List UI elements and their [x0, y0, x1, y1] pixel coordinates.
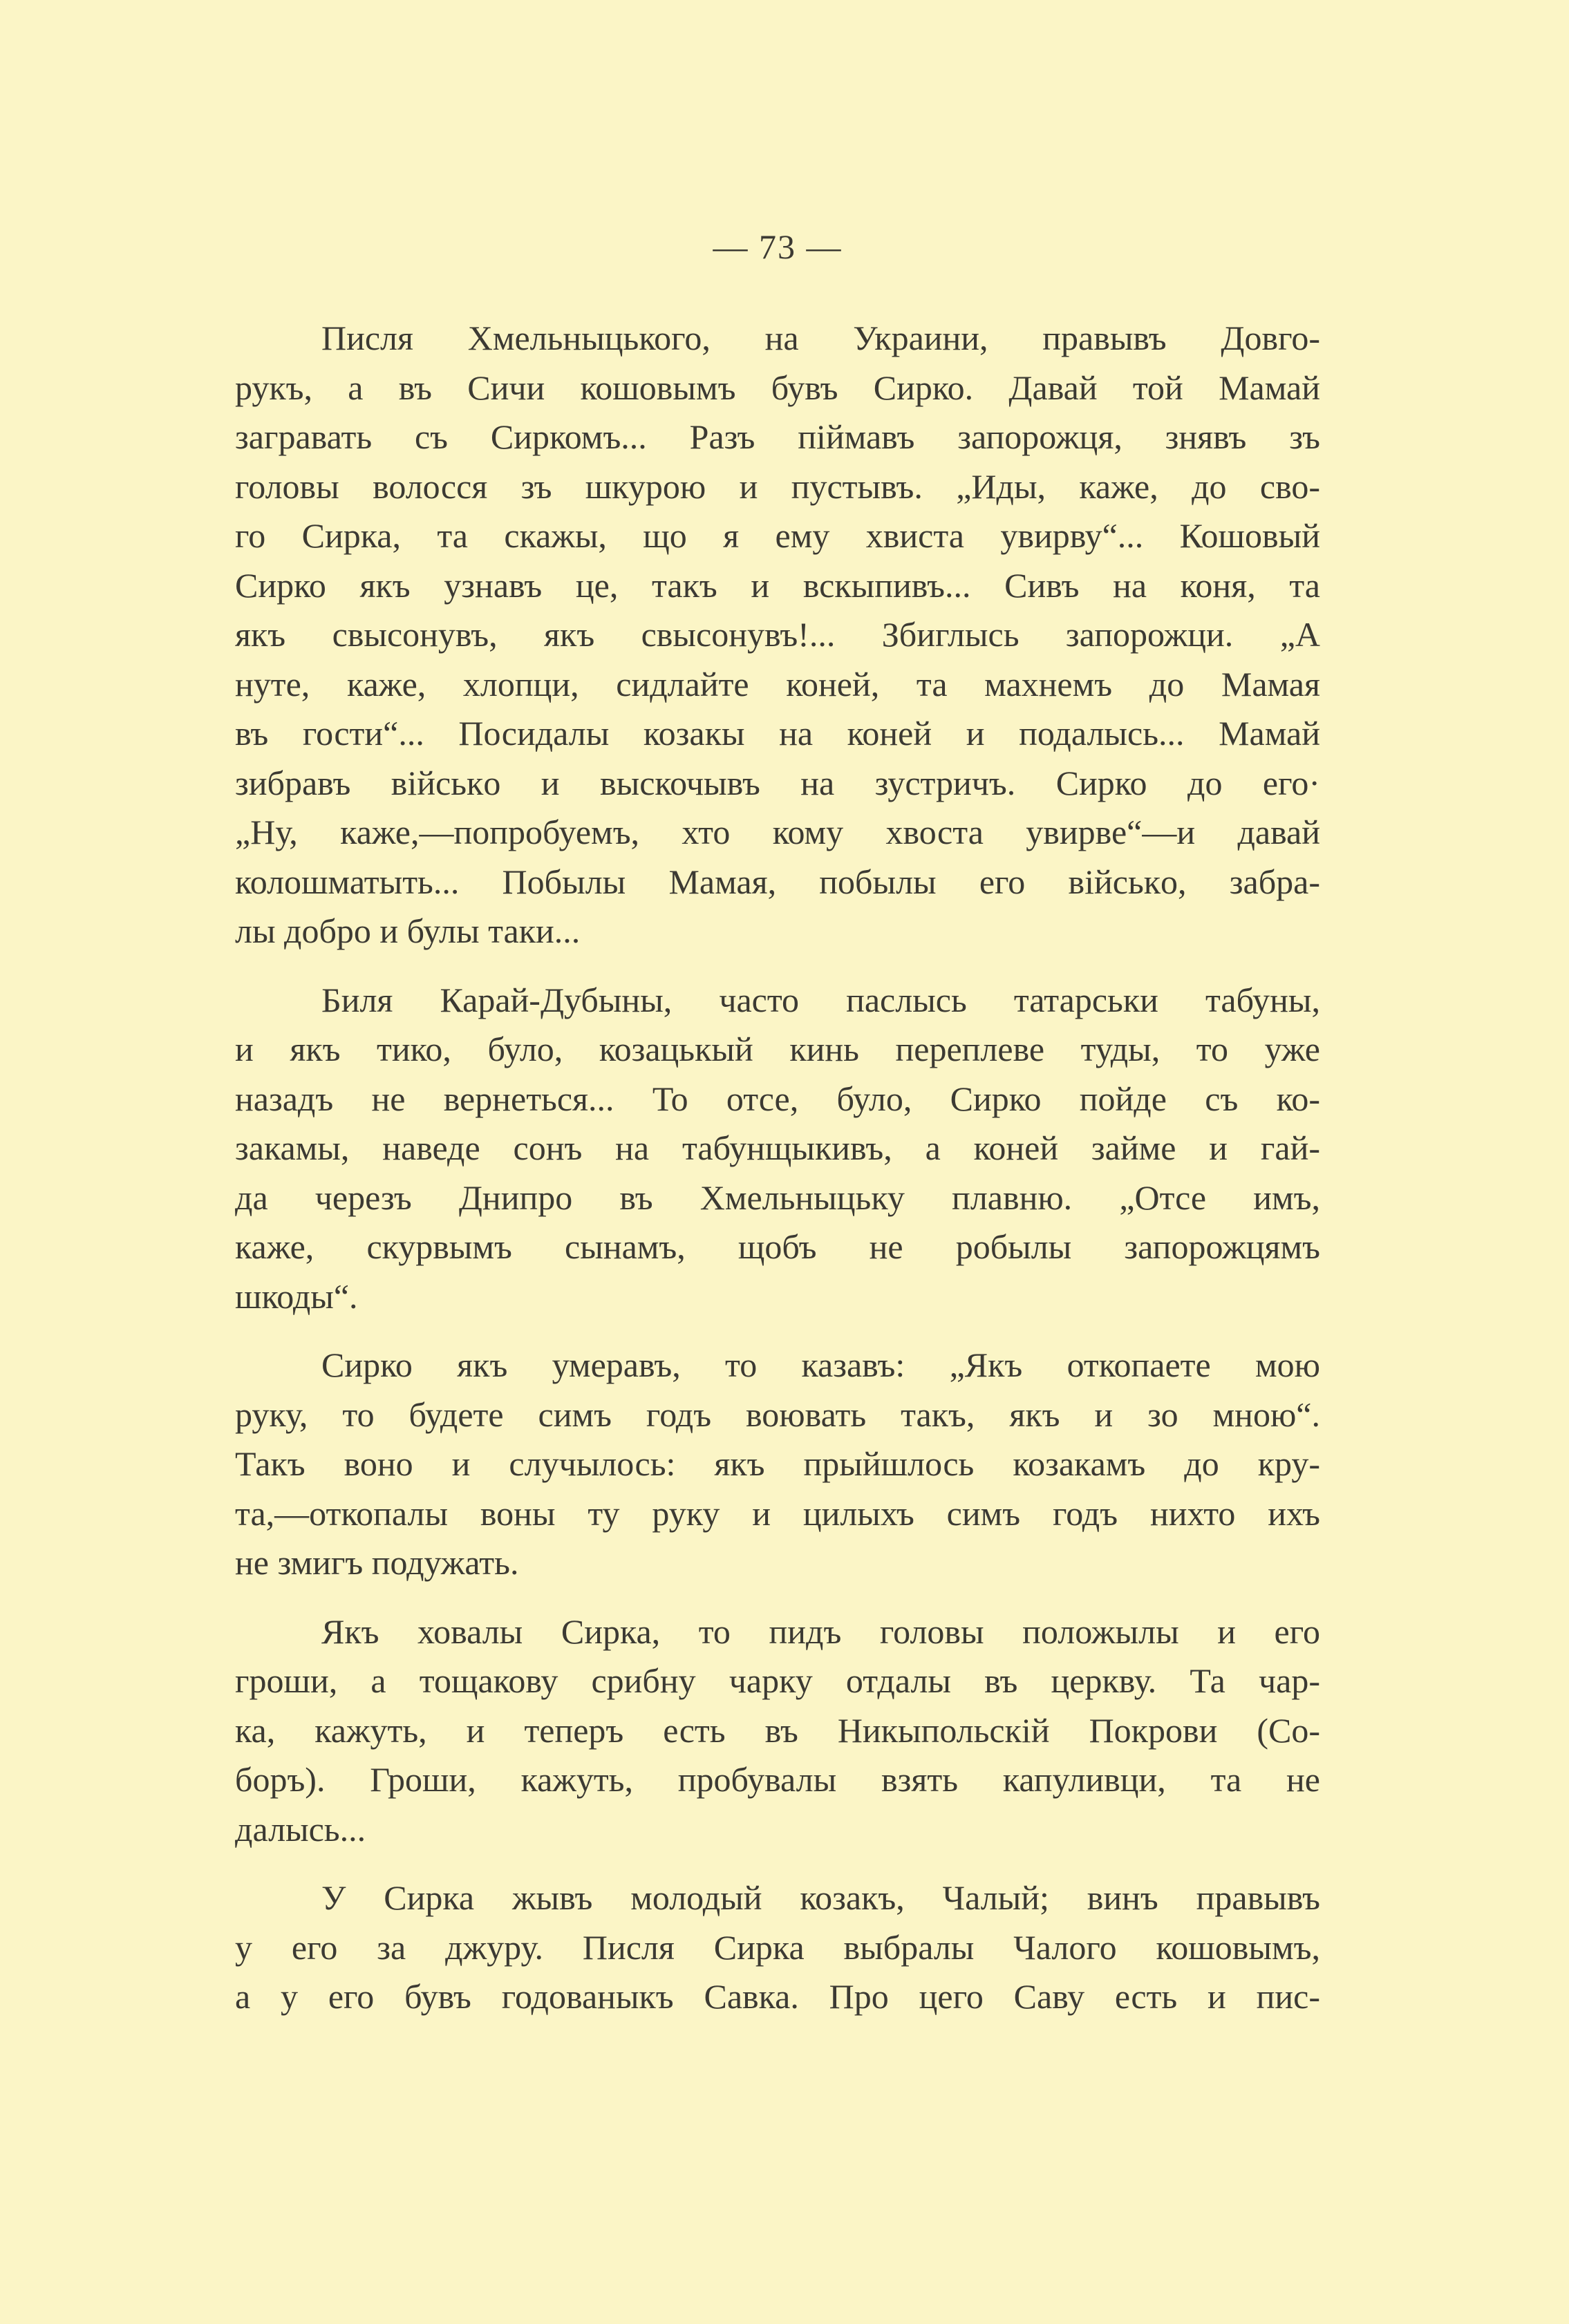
text-line: нуте, каже, хлопци, сидлайте коней, та махнемъ до Мамая	[235, 664, 1320, 703]
text-line: и якъ тико, було, козацькый кинь переплеве туды, то уже	[235, 1030, 1320, 1068]
text-line: головы волосся зъ шкурою и пустывъ. „Иды, каже, до сво-	[235, 466, 1320, 506]
text-line: „Ну, каже,—попробуемъ, хто кому хвоста увирве“—и давай	[235, 813, 1320, 851]
text-line: въ гости“... Посидалы козакы на коней и подалысь... Мамай	[235, 714, 1320, 753]
text-line: боръ). Гроши, кажуть, пробувалы взять капуливци, та не	[235, 1760, 1320, 1799]
text-line: закамы, наведе сонъ на табунщыкивъ, а коней займе и гай-	[235, 1128, 1320, 1167]
page-text	[235, 314, 1320, 2022]
paragraph-1	[235, 314, 1320, 956]
paragraph-3	[235, 1341, 1320, 1588]
text-line: якъ свысонувъ, якъ свысонувъ!... Збиглысь запорожци. „А	[235, 615, 1320, 654]
text-line: рукъ, а въ Сичи кошовымъ бувъ Сирко. Давай той Мамай	[235, 368, 1320, 407]
text-line: шкоды“.	[235, 1276, 358, 1316]
text-line: далысь...	[235, 1809, 366, 1849]
text-line: Сирко якъ умеравъ, то казавъ: „Якъ откопаете мою	[321, 1345, 1320, 1384]
text-line: го Сирка, та скажы, що я ему хвиста увирву“... Кошовый	[235, 516, 1320, 555]
book-page	[235, 207, 1320, 2211]
page-number-text: — 73 —	[713, 227, 843, 266]
text-line: Писля Хмельныцького, на Украини, правывъ Довго-	[321, 319, 1320, 357]
text-line: лы добро и булы таки...	[235, 911, 581, 950]
text-line: гроши, а тощакову срибну чарку отдалы въ церкву. Та чар-	[235, 1661, 1320, 1700]
text-line: а у его бувъ годованыкъ Савка. Про цего Саву есть и пис-	[235, 1977, 1320, 2016]
text-line: Такъ воно и случылось: якъ прыйшлось козакамъ до кру-	[235, 1444, 1320, 1483]
text-line: да черезъ Днипро въ Хмельныцьку плавню. „Отсе имъ,	[235, 1178, 1320, 1217]
text-line: зибравъ військo и выскочывъ на зустричъ. Сирко до его·	[235, 763, 1320, 802]
text-line: назадъ не вернеться... То отсе, було, Сирко пойде съ ко-	[235, 1079, 1320, 1118]
page-number	[235, 229, 1320, 264]
text-line: каже, скурвымъ сынамъ, щобъ не робылы запорожцямъ	[235, 1227, 1320, 1266]
text-line: руку, то будете симъ годъ воювать такъ, якъ и зо мною“.	[235, 1395, 1320, 1434]
text-line: колошматыть... Побылы Мамая, побылы его військo, забра-	[235, 862, 1320, 901]
text-line: не змигъ подужать.	[235, 1543, 519, 1582]
text-line: Биля Карай-Дубыны, часто паслысь татарськи табуны,	[321, 980, 1320, 1019]
text-line: ка, кажуть, и теперъ есть въ Никыпольскій Покрови (Со-	[235, 1710, 1320, 1750]
text-line: Якъ ховалы Сирка, то пидъ головы положылы и его	[321, 1612, 1320, 1651]
text-line: У Сирка жывъ молодый козакъ, Чалый; винъ правывъ	[321, 1878, 1320, 1917]
text-line: у его за джуру. Писля Сирка выбралы Чалого кошовымъ,	[235, 1927, 1320, 1967]
text-line: та,—откопалы воны ту руку и цилыхъ симъ годъ нихто ихъ	[235, 1493, 1320, 1533]
paragraph-5	[235, 1873, 1320, 2022]
paragraph-4	[235, 1607, 1320, 1855]
text-line: загравать съ Сиркомъ... Разъ піймавъ запорожця, знявъ зъ	[235, 417, 1320, 456]
paragraph-2	[235, 976, 1320, 1322]
text-line: Сирко якъ узнавъ це, такъ и вскыпивъ... Сивъ на коня, та	[235, 565, 1320, 605]
